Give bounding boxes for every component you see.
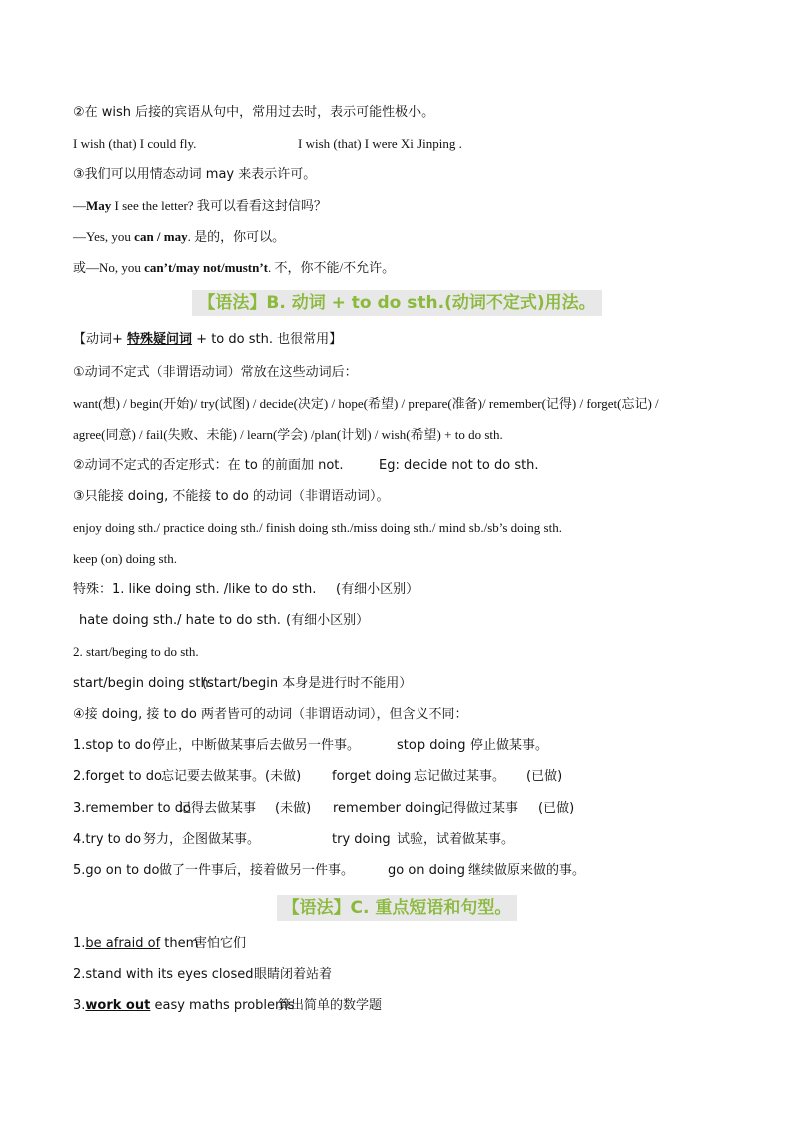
- row-stop-b: 停止，中断做某事后去做另一件事。: [152, 738, 361, 753]
- row-go-on: [73, 862, 754, 880]
- phrase-2-text: 2.stand with its eyes closed: [73, 967, 254, 982]
- section-b-note: [73, 331, 754, 349]
- no-prefix: 或—No, you: [73, 260, 145, 275]
- row-forget: [73, 768, 754, 786]
- row-stop-c: stop doing: [397, 738, 466, 753]
- phrase-3-num: 3.: [73, 998, 86, 1013]
- row-forget-d: 忘记做过某事。: [414, 769, 506, 784]
- dash: —: [73, 198, 86, 213]
- row-remember-e: 记得做过某事: [440, 801, 519, 816]
- may-answer-no: [73, 259, 754, 277]
- may-rule: ③我们可以用情态动词 may 来表示许可。: [73, 167, 317, 182]
- yes-prefix: —Yes, you: [73, 229, 135, 244]
- yes-rest: . 是的，你可以。: [187, 229, 286, 244]
- phrase-1-rest: them: [160, 936, 199, 951]
- phrase-3-cn: 算出简单的数学题: [278, 998, 383, 1013]
- both-forms-rule: ④接 doing, 接 to do 两者皆可的动词（非谓语动词），但含义不同：: [73, 707, 468, 722]
- heading-b-text: 【语法】B. 动词 + to do sth.(动词不定式)用法。: [192, 290, 601, 316]
- row-stop-a: 1.stop to do: [73, 738, 151, 753]
- may-bold: May: [86, 198, 112, 213]
- special-hate: [79, 612, 754, 630]
- keep-doing: keep (on) doing sth.: [73, 551, 177, 566]
- row-forget-a: 2.forget to do: [73, 769, 162, 784]
- negative-form: [73, 457, 754, 475]
- negative-form-example: Eg: decide not to do sth.: [379, 458, 539, 473]
- row-go-on-b: 做了一件事后，接着做另一件事。: [159, 863, 355, 878]
- special-like-note: (有细小区别）: [336, 582, 420, 597]
- row-try-a: 4.try to do: [73, 832, 142, 847]
- row-forget-c: forget doing: [332, 769, 412, 784]
- may-question-rest: I see the letter? 我可以看看这封信吗？: [111, 198, 327, 213]
- start-to-do: 2. start/beging to do sth.: [73, 644, 199, 659]
- heading-c-text: 【语法】C. 重点短语和句型。: [277, 895, 518, 921]
- wish-examples: [73, 135, 754, 153]
- phrase-1-cn: 害怕它们: [194, 936, 247, 951]
- row-try-d: 试验，试着做某事。: [397, 832, 515, 847]
- row-remember-b: 记得去做某事: [178, 801, 257, 816]
- special-like-text: 特殊：1. like doing sth. /like to do sth.: [73, 582, 317, 597]
- phrase-3-key: work out: [85, 998, 151, 1013]
- may-question: [73, 197, 754, 215]
- negative-form-rule: ②动词不定式的否定形式：在 to 的前面加 not.: [73, 458, 344, 473]
- start-doing: [73, 675, 754, 693]
- phrase-3: [73, 997, 754, 1015]
- row-forget-e: (已做): [526, 769, 563, 784]
- special-hate-note: (有细小区别）: [286, 613, 370, 628]
- start-doing-text: start/begin doing sth.: [73, 676, 213, 691]
- start-doing-note: (start/begin 本身是进行时不能用）: [202, 676, 413, 691]
- phrase-3-rest: easy maths problems: [150, 998, 295, 1013]
- row-stop: [73, 737, 754, 755]
- may-answer-yes: [73, 228, 754, 246]
- row-go-on-c: go on doing: [388, 863, 465, 878]
- doing-only-verbs: enjoy doing sth./ practice doing sth./ finish doing sth./miss doing sth./ mind sb./sb’s doing sth.: [73, 520, 562, 535]
- can-may-bold: can / may: [134, 229, 188, 244]
- phrase-1-key: be afraid of: [85, 936, 161, 951]
- phrase-1-num: 1.: [73, 936, 86, 951]
- row-remember-d: remember doing: [333, 801, 442, 816]
- special-like: [73, 581, 754, 599]
- row-stop-d: 停止做某事。: [470, 738, 549, 753]
- row-go-on-a: 5.go on to do: [73, 863, 160, 878]
- row-try: [73, 831, 754, 849]
- wish-example-1: I wish (that) I could fly.: [73, 136, 197, 151]
- cant-bold: can’t/may not/mustn’t: [144, 260, 268, 275]
- row-remember: [73, 800, 754, 818]
- phrase-1: [73, 935, 754, 953]
- row-remember-f: (已做): [538, 801, 575, 816]
- phrase-2: [73, 966, 754, 984]
- infinitive-rule: ①动词不定式（非谓语动词）常放在这些动词后：: [73, 365, 358, 380]
- phrase-2-cn: 眼睛闭着站着: [254, 967, 333, 982]
- special-hate-text: hate doing sth./ hate to do sth.: [79, 613, 281, 628]
- section-heading-c: [0, 895, 794, 921]
- wish-example-2: I wish (that) I were Xi Jinping .: [298, 136, 462, 151]
- row-go-on-d: 继续做原来做的事。: [468, 863, 586, 878]
- row-remember-a: 3.remember to do: [73, 801, 191, 816]
- doing-only-rule: ③只能接 doing, 不能接 to do 的动词（非谓语动词）。: [73, 489, 390, 504]
- infinitive-verbs-1: want(想) / begin(开始)/ try(试图) / decide(决定) / hope(希望) / prepare(准备)/ remember(记得) / forget(忘记) /: [73, 396, 659, 411]
- row-try-c: try doing: [332, 832, 391, 847]
- wish-rule: ②在 wish 后接的宾语从句中，常用过去时，表示可能性极小。: [73, 105, 435, 120]
- row-forget-b: 忘记要去做某事。(未做): [161, 769, 302, 784]
- no-rest: . 不，你不能/不允许。: [268, 260, 396, 275]
- row-remember-c: (未做): [275, 801, 312, 816]
- note-rest: + to do sth. 也很常用】: [192, 332, 343, 347]
- row-try-b: 努力，企图做某事。: [143, 832, 261, 847]
- note-prefix: 【动词+: [73, 332, 128, 347]
- infinitive-verbs-2: agree(同意) / fail(失败、未能) / learn(学会) /plan(计划) / wish(希望) + to do sth.: [73, 427, 503, 442]
- note-bold: 特殊疑问词: [127, 332, 193, 347]
- section-heading-b: [0, 290, 794, 316]
